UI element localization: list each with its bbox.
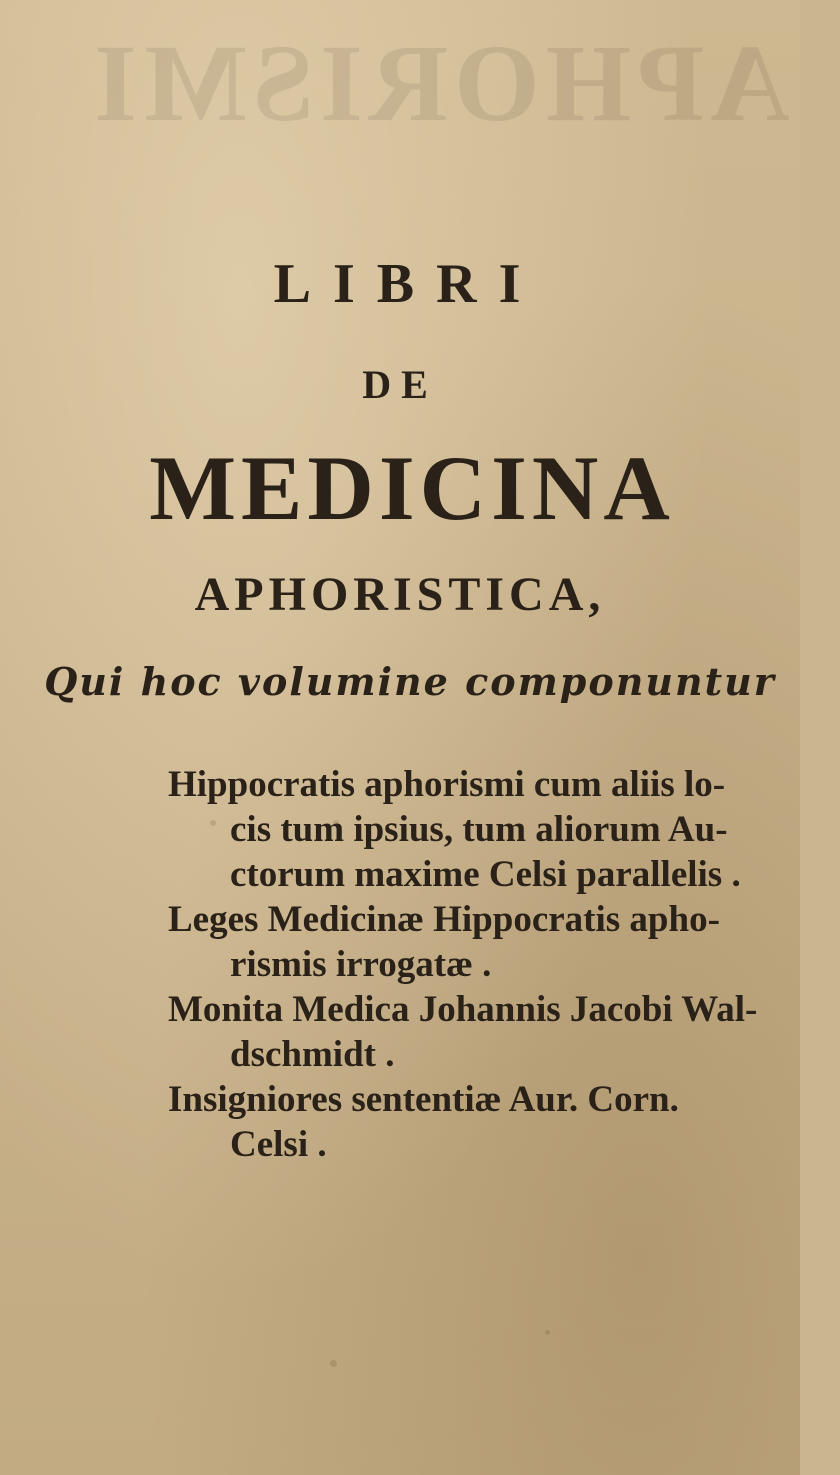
subtitle: Qui hoc volumine componuntur <box>44 659 776 704</box>
list-item: Insigniores sententiæ Aur. Corn. Celsi . <box>168 1079 679 1165</box>
list-item: Hippocratis aphorismi cum aliis lo- cis tum ipsius, tum aliorum Au- ctorum maxime Celsi parallelis . <box>168 764 741 895</box>
list-item: Leges Medicinæ Hippocratis apho- rismis irrogatæ . <box>168 899 720 985</box>
title-aphoristica: APHORISTICA, <box>194 568 606 621</box>
paper-stain <box>330 1360 337 1367</box>
list-item: Monita Medica Johannis Jacobi Wal- dschmidt . <box>168 989 758 1075</box>
paper-stain <box>545 1330 550 1335</box>
title-libri: LIBRI <box>273 253 543 315</box>
title-de: DE <box>362 362 438 407</box>
bleed-through-text: APHORISMI <box>88 22 790 144</box>
title-medicina: MEDICINA <box>149 437 675 539</box>
contents-list <box>168 762 768 1167</box>
